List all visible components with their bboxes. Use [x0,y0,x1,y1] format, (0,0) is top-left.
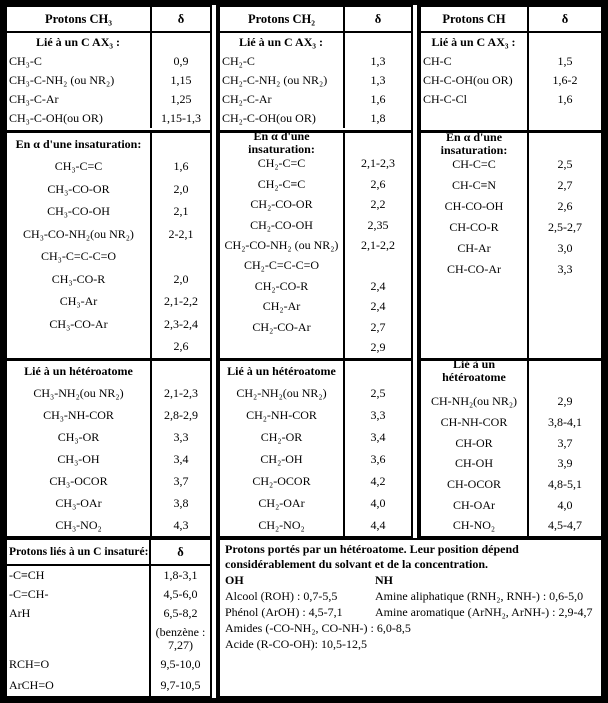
table-row [7,313,210,336]
delta-cell: 1,6-2 [552,73,578,87]
delta-cell: 4,4 [370,517,386,532]
delta-cell: 9,7-10,5 [160,677,201,692]
table-row [220,256,411,276]
formula-cell: CH₂-OR [220,427,345,449]
table-row [7,52,210,71]
delta-cell: 9,5-10,0 [160,657,201,671]
formula-cell: CH₃-OR [7,427,152,449]
formula-cell: CH-NH-COR [421,412,529,433]
table-row [421,52,601,71]
formula-cell: CH₃-Ar [7,291,152,314]
table-row [7,566,210,585]
delta-cell: 2-2,1 [168,226,194,241]
formula-cell: CH₃-OAr [7,492,152,514]
empty-cell [529,109,601,130]
ch3-section-heteroatome [7,358,210,536]
table-row [220,297,411,317]
empty-cell [345,133,411,153]
empty-cell [345,361,411,383]
section-heading-row [421,33,601,52]
section-heading: Lié à un hétéroatome [7,361,152,383]
delta-cell: 2,2 [370,197,386,212]
delta-cell: 2,5 [557,157,573,171]
table-row [7,246,210,269]
table-row [220,338,411,358]
delta-cell: 3,4 [173,451,189,466]
delta-cell: 1,15-1,3 [161,111,201,125]
delta-cell: 3,3 [370,408,386,423]
delta-cell: 3,8 [173,495,189,510]
formula-cell: CH₃-CO-R [7,268,152,291]
delta-cell: 3,8-4,1 [548,415,582,430]
formula-cell: CH₃-OCOR [7,470,152,492]
table-row [220,52,411,71]
formula-cell: CH₂-CO-R [220,276,345,296]
table-row [7,109,210,128]
delta-cell: 2,4 [370,278,386,293]
formula-cell: CH₃-C-NH₂ (ou NR₂) [7,71,152,90]
delta-cell: 3,7 [557,435,573,450]
formula-cell: CH₂-C-Ar [220,90,345,109]
table-row [220,449,411,471]
table-row [421,154,601,175]
formula-cell: CH₂-NO₂ [220,514,345,536]
section-heading: Lié à un C AX₃ : [421,33,529,52]
ch-section-ax3 [421,33,601,130]
formula-cell: CH-CO-R [421,217,529,238]
section-heading-row [220,361,411,383]
table-row [7,336,210,359]
table-row [421,412,601,433]
formula-cell: CH-OR [421,433,529,454]
delta-cell: 4,0 [370,495,386,510]
delta-cell: 1,6 [173,159,189,174]
formula-cell: CH-Ar [421,238,529,259]
delta-cell: 2,4 [370,299,386,314]
table-row [7,427,210,449]
acide-line: Acide (R-CO-OH): 10,5-12,5 [225,637,367,651]
table-row [421,196,601,217]
delta-column-header: δ [374,11,382,26]
amides-line: Amides (-CO-NH₂, CO-NH-) : 6,0-8,5 [225,621,411,635]
heteroatom-block-title: Protons portés par un hétéroatome. Leur position dépend considérablement du solvant et de la concentration. [225,542,519,571]
table-row [7,655,210,674]
table-row [220,215,411,235]
formula-cell: CH-NO₂ [421,515,529,536]
formula-cell: CH₃-C=C-C=O [7,246,152,269]
formula-cell: ArCH=O [7,674,151,696]
section-heading: Lié à un C AX₃ : [7,33,152,52]
section-heading: Lié à un C AX₃ : [220,33,345,52]
formula-cell: CH₃-NO₂ [7,514,152,536]
delta-cell: 2,5 [370,386,386,401]
delta-cell: 1,6 [557,92,573,106]
delta-cell: 1,3 [370,73,386,87]
table-row [220,470,411,492]
formula-cell: CH-C [421,52,529,71]
delta-cell: 4,5-6,0 [163,587,198,601]
formula-cell: CH-C-OH(ou OR) [421,71,529,90]
delta-cell: 3,4 [370,430,386,445]
formula-cell: CH₂-OH [220,449,345,471]
oh-line: Phénol (ArOH) : 4,5-7,1 [225,605,343,619]
formula-cell: CH-C≡N [421,175,529,196]
table-row [220,153,411,173]
delta-cell: 2,1-2,2 [164,294,198,309]
delta-cell: 3,3 [557,262,573,276]
table-row [7,268,210,291]
table-row [7,71,210,90]
table-row [220,174,411,194]
ch2-section-ax3 [220,33,411,130]
formula-cell: CH₂-CO-OH [220,215,345,235]
formula-cell: CH₂-C [220,52,345,71]
table-row [220,194,411,214]
table-row [7,492,210,514]
formula-cell: CH₃-C=C [7,156,152,179]
delta-cell: 2,35 [367,217,389,232]
unsaturated-rows [7,566,210,696]
delta-column-header: δ [177,11,185,26]
delta-cell: 2,0 [173,181,189,196]
formula-cell: CH₃-CO-OH [7,201,152,224]
delta-cell: 1,8-3,1 [163,568,198,582]
delta-cell: 4,3 [173,517,189,532]
table-row [220,405,411,427]
formula-cell: CH₃-CO-OR [7,178,152,201]
table-row [421,71,601,90]
nh-line: Amine aromatique (ArNH₂, ArNH-) : 2,9-4,7 [375,605,593,619]
bottom-tables-row [5,538,603,698]
delta-cell: 4,2 [370,473,386,488]
table-row [220,383,411,405]
formula-cell: CH-C-Cl [421,90,529,109]
table-row [220,427,411,449]
table-row [7,201,210,224]
section-heading: En α d'une insaturation: [7,133,152,156]
delta-column-header: δ [177,544,184,559]
empty-cell [421,109,529,130]
delta-cell: 1,25 [170,92,192,106]
delta-cell: 2,0 [173,271,189,286]
delta-cell: 2,3-2,4 [164,316,198,331]
delta-cell: (benzène : 7,27) [155,625,206,652]
table-row [220,317,411,337]
nh-heading: NH [375,573,393,587]
empty-cell [345,33,411,52]
table-row [220,90,411,109]
ch3-table [5,5,212,538]
formula-cell: CH₂-C=C [220,153,345,173]
table-row [220,109,411,128]
table-row [220,492,411,514]
delta-cell: 2,8-2,9 [164,408,198,423]
table-row [421,217,601,238]
empty-cell [529,361,601,382]
delta-cell: 4,5-4,7 [548,518,582,533]
table-row [7,156,210,179]
delta-cell: 2,9 [557,394,573,409]
formula-cell: CH₃-NH₂(ou NR₂) [7,383,152,405]
section-heading-row [421,357,601,385]
delta-cell: 4,0 [557,497,573,512]
formula-cell [220,338,345,358]
table-row [220,514,411,536]
formula-cell: CH-OH [421,454,529,475]
delta-cell: 0,9 [173,54,189,68]
table-row [7,223,210,246]
table-row [7,178,210,201]
nh-line: Amine aliphatique (RNH₂, RNH-) : 0,6-5,0 [375,589,584,603]
section-heading: En α d'une insaturation: [421,133,529,154]
table-row [421,238,601,259]
section-heading-row [7,33,210,52]
ch-table-header [421,7,601,33]
section-heading-row [7,361,210,383]
formula-cell: CH₃-C-OH(ou OR) [7,109,152,128]
delta-cell: 2,6 [370,176,386,191]
formula-cell: -C≡CH [7,566,151,585]
table-row [7,514,210,536]
table-row [421,474,601,495]
delta-cell: 2,6 [173,339,189,354]
empty-cell [152,33,210,52]
delta-cell: 3,3 [173,430,189,445]
section-heading: En α d'une insaturation: [220,133,345,153]
table-row [421,259,601,280]
delta-cell: 6,5-8,2 [163,606,198,620]
formula-cell: CH₂-Ar [220,297,345,317]
delta-cell: 1,8 [370,111,386,125]
formula-cell [7,623,151,655]
delta-cell: 4,8-5,1 [548,476,582,491]
table-row [7,291,210,314]
formula-cell: CH₂-CO-NH₂ (ou NR₂) [220,235,345,255]
empty-cell [421,280,529,358]
ch3-section-ax3 [7,33,210,130]
delta-cell: 2,1-2,2 [361,237,395,252]
unsaturated-protons-table [5,538,212,698]
delta-cell: 2,1-2,3 [164,386,198,401]
table-row [7,623,210,655]
delta-cell: 1,15 [170,73,192,87]
formula-cell: CH₃-CO-NH₂(ou NR₂) [7,223,152,246]
table-row [7,674,210,696]
formula-cell: CH₃-C [7,52,152,71]
table-row [421,495,601,516]
empty-cell [152,133,210,156]
formula-cell: CH₂-C-OH(ou OR) [220,109,345,128]
formula-cell: CH₂-C=C-C=O [220,256,345,276]
delta-cell: 3,6 [370,451,386,466]
table-row [7,449,210,471]
oh-nh-columns [225,572,596,620]
top-tables-row [5,5,603,538]
table-row [7,604,210,623]
ch2-table-header [220,7,411,33]
table-row [220,71,411,90]
delta-cell: 1,6 [370,92,386,106]
oh-heading: OH [225,573,244,587]
formula-cell: CH-NH₂(ou NR₂) [421,392,529,413]
table-row [220,235,411,255]
formula-cell: CH-OAr [421,495,529,516]
formula-cell: CH₃-NH-COR [7,405,152,427]
ch3-table-header [7,7,210,33]
ch-title: Protons CH [421,7,529,31]
table-row [421,392,601,413]
delta-cell: 2,7 [557,178,573,192]
delta-cell [152,246,210,269]
formula-cell: CH₂-CO-Ar [220,317,345,337]
table-row [220,276,411,296]
section-heading-row [7,133,210,156]
empty-cell [529,382,601,392]
delta-cell: 2,5-2,7 [548,220,582,234]
formula-cell: CH-C=C [421,154,529,175]
formula-cell: CH₃-CO-Ar [7,313,152,336]
unsaturated-table-header [7,540,210,566]
empty-cell [529,133,601,154]
spacer-row [421,382,601,392]
ch2-section-insaturation [220,130,411,358]
delta-cell: 3,7 [173,473,189,488]
formula-cell: CH₂-CO-OR [220,194,345,214]
formula-cell: CH₂-C-NH₂ (ou NR₂) [220,71,345,90]
table-row [7,90,210,109]
ch2-title: Protons CH₂ [220,7,345,31]
table-row [7,405,210,427]
table-row [421,515,601,536]
empty-cell [529,33,601,52]
table-row [7,470,210,492]
ch3-title: Protons CH₃ [7,7,152,31]
table-row [421,433,601,454]
section-heading: Lié à un hétéroatome [421,361,529,382]
oh-line: Alcool (ROH) : 0,7-5,5 [225,589,338,603]
formula-cell: RCH=O [7,655,151,674]
empty-cell [421,382,529,392]
delta-cell: 2,7 [370,319,386,334]
formula-cell: CH₂-NH₂(ou NR₂) [220,383,345,405]
heteroatom-protons-block [216,538,603,698]
ch2-section-heteroatome [220,358,411,536]
ch3-section-insaturation [7,130,210,358]
table-row [421,90,601,109]
table-row [421,175,601,196]
formula-cell: CH-OCOR [421,474,529,495]
delta-cell: 2,1 [173,204,189,219]
delta-cell: 2,1-2,3 [361,156,395,171]
formula-cell [7,336,152,359]
formula-cell: CH₂-C≡C [220,174,345,194]
ch-table [417,5,603,538]
section-heading: Lié à un hétéroatome [220,361,345,383]
formula-cell: -C=CH- [7,585,151,604]
delta-cell [345,256,411,276]
table-row [7,585,210,604]
table-row [7,383,210,405]
formula-cell: CH-CO-Ar [421,259,529,280]
delta-cell: 2,6 [557,199,573,213]
empty-cell [152,361,210,383]
section-heading-row [220,33,411,52]
formula-cell: CH₂-OCOR [220,470,345,492]
delta-cell: 2,9 [370,340,386,355]
ch2-table [216,5,413,538]
formula-cell: ArH [7,604,151,623]
delta-cell: 1,5 [557,54,573,68]
formula-cell: CH₃-OH [7,449,152,471]
empty-cell [529,280,601,358]
filler-row [421,280,601,358]
ch-section-insaturation [421,130,601,358]
formula-cell: CH₂-NH-COR [220,405,345,427]
filler-row [421,109,601,130]
delta-column-header: δ [561,11,569,26]
ch-section-heteroatome [421,358,601,536]
delta-cell: 3,0 [557,241,573,255]
unsaturated-title: Protons liés à un C insaturé: [7,540,151,564]
delta-cell: 3,9 [557,456,573,471]
formula-cell: CH₃-C-Ar [7,90,152,109]
formula-cell: CH-CO-OH [421,196,529,217]
section-heading-row [220,129,411,157]
section-heading-row [421,129,601,157]
table-row [421,454,601,475]
formula-cell: CH₂-OAr [220,492,345,514]
delta-cell: 1,3 [370,54,386,68]
